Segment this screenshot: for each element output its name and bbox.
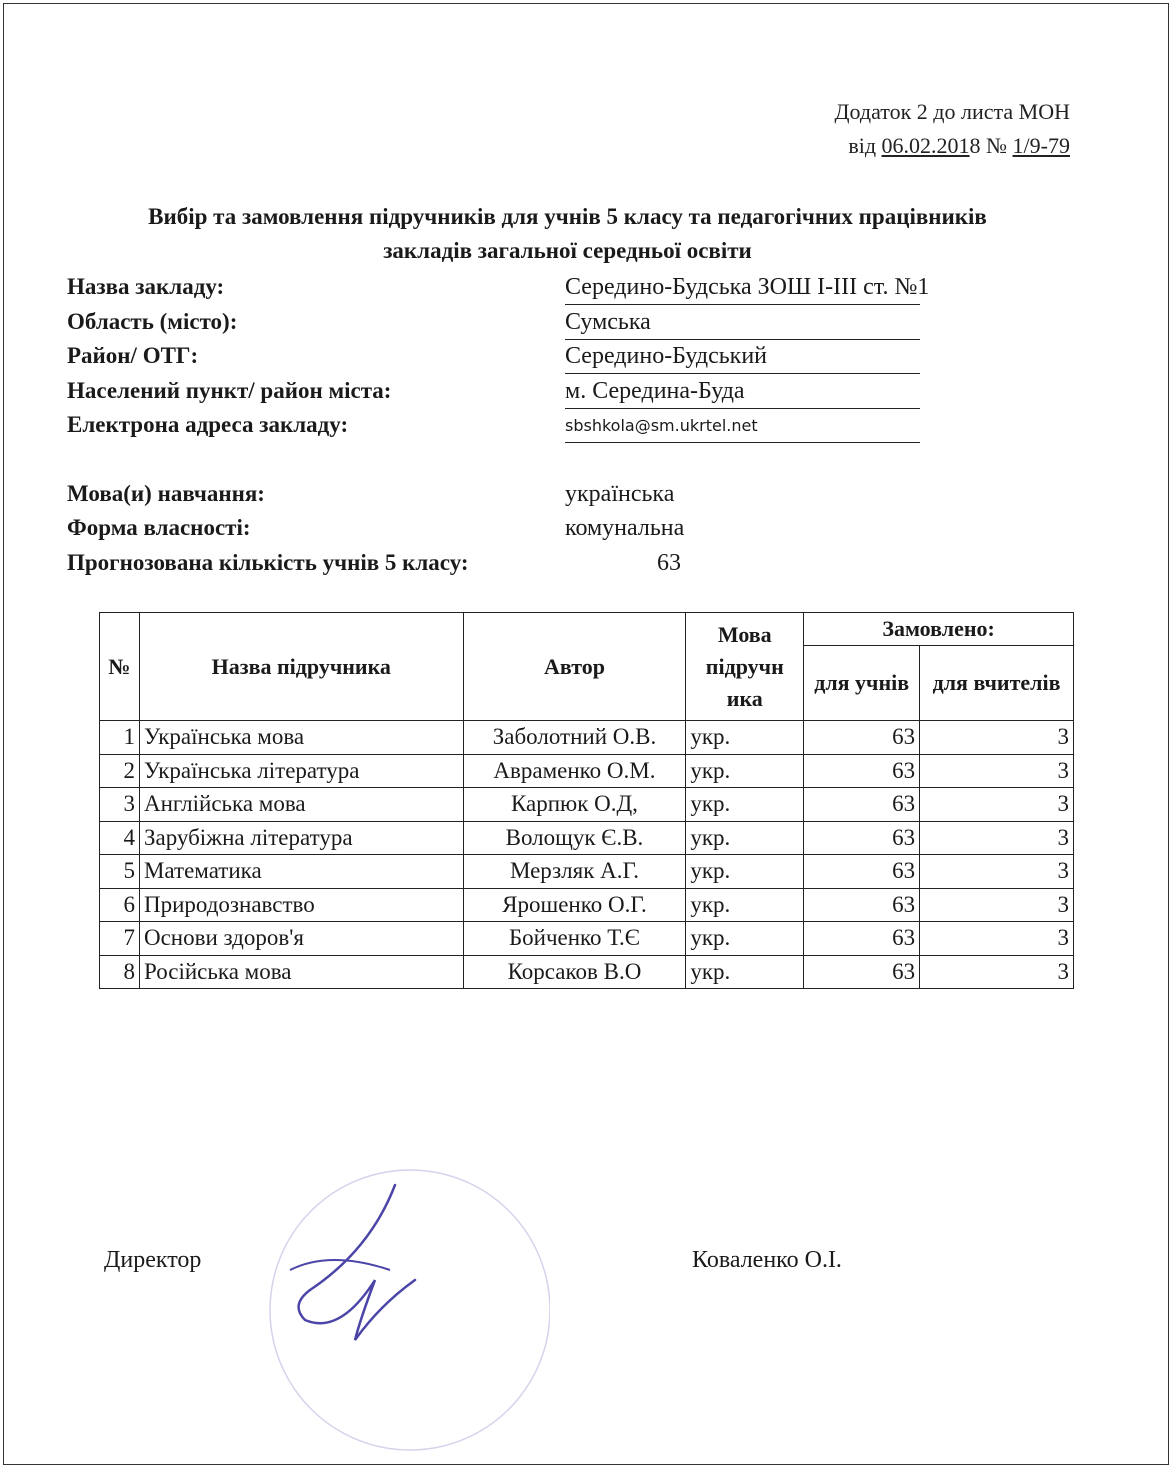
textbook-table [99, 612, 1074, 989]
stamp-circle [270, 1170, 550, 1450]
textbook-name: Російська мова [139, 955, 463, 989]
textbook-language: укр. [686, 955, 804, 989]
spacer [67, 443, 927, 477]
header-ordered: Замовлено: [804, 613, 1074, 646]
info-label: Область (місто): [67, 308, 238, 334]
students-count: 63 [804, 855, 920, 889]
textbook-name: Українська мова [139, 721, 463, 755]
info-value: Середино-Будська ЗОШ І-ІІІ ст. №1 [565, 270, 920, 305]
title-line2: закладів загальної середньої освіти [383, 238, 752, 263]
detail-label: Мова(и) навчання: [67, 480, 265, 506]
students-count: 63 [804, 721, 920, 755]
info-row [67, 270, 930, 305]
row-number: 6 [100, 888, 140, 922]
header-name: Назва підручника [139, 613, 463, 721]
teachers-count: 3 [920, 754, 1074, 788]
teachers-count: 3 [920, 788, 1074, 822]
school-info [67, 270, 930, 580]
row-number: 3 [100, 788, 140, 822]
detail-row [67, 477, 927, 512]
row-number: 7 [100, 922, 140, 956]
table-row [100, 721, 1074, 755]
table-row [100, 888, 1074, 922]
email-value: sbshkola@sm.ukrtel.net [565, 408, 920, 443]
annex-date: 06.02.201 [881, 133, 970, 158]
detail-label: Прогнозована кількість учнів 5 класу: [67, 549, 469, 575]
info-label: Електрона адреса закладу: [67, 412, 349, 437]
teachers-count: 3 [920, 855, 1074, 889]
table-row [100, 922, 1074, 956]
row-number: 4 [100, 821, 140, 855]
textbook-author: Мерзляк А.Г. [463, 855, 686, 889]
row-number: 5 [100, 855, 140, 889]
header-num: № [100, 613, 140, 721]
table-row [100, 955, 1074, 989]
detail-value: комунальна [565, 515, 685, 541]
info-value: м. Середина-Буда [565, 374, 920, 409]
table-row [100, 821, 1074, 855]
detail-value: українська [565, 480, 675, 507]
table-row [100, 788, 1074, 822]
textbook-author: Волощук Є.В. [463, 821, 686, 855]
header-teachers: для вчителів [920, 646, 1074, 721]
row-number: 2 [100, 754, 140, 788]
info-label: Назва закладу: [67, 274, 225, 299]
textbook-language: укр. [686, 922, 804, 956]
teachers-count: 3 [920, 721, 1074, 755]
annex-line1: Додаток 2 до листа МОН [834, 99, 1070, 124]
textbook-name: Математика [139, 855, 463, 889]
header-author: Автор [463, 613, 686, 721]
textbook-language: укр. [686, 788, 804, 822]
teachers-count: 3 [920, 955, 1074, 989]
table-row [100, 855, 1074, 889]
textbook-language: укр. [686, 721, 804, 755]
annex-no-sign: № [986, 133, 1008, 158]
annex-line2 [835, 129, 1070, 163]
signature-name: Коваленко О.І. [692, 1247, 842, 1273]
textbook-author: Корсаков В.О [463, 955, 686, 989]
annex-date-end: 8 [969, 133, 981, 158]
textbook-language: укр. [686, 821, 804, 855]
textbook-name: Зарубіжна література [139, 821, 463, 855]
textbook-language: укр. [686, 888, 804, 922]
students-count: 63 [804, 788, 920, 822]
stamp-and-signature [250, 1160, 550, 1460]
document-title [60, 200, 1075, 268]
textbook-author: Ярошенко О.Г. [463, 888, 686, 922]
header-students: для учнів [804, 646, 920, 721]
detail-row [67, 546, 927, 581]
detail-row [67, 511, 927, 546]
textbook-author: Карпюк О.Д, [463, 788, 686, 822]
info-row [67, 374, 927, 409]
teachers-count: 3 [920, 821, 1074, 855]
textbook-name: Основи здоров'я [139, 922, 463, 956]
students-count: 63 [804, 754, 920, 788]
detail-label: Форма власності: [67, 515, 251, 540]
info-value: Сумська [565, 305, 920, 340]
row-number: 1 [100, 721, 140, 755]
textbook-author: Авраменко О.М. [463, 754, 686, 788]
annex-prefix: від [848, 133, 877, 158]
student-count: 63 [657, 549, 681, 576]
header-language: Мова підручн ика [686, 613, 804, 721]
annex-number: 1/9-79 [1012, 133, 1070, 158]
textbook-language: укр. [686, 855, 804, 889]
info-value: Середино-Будський [565, 339, 920, 374]
textbook-name: Англійська мова [139, 788, 463, 822]
textbook-author: Бойченко Т.Є [463, 922, 686, 956]
textbook-author: Заболотний О.В. [463, 721, 686, 755]
signature-position: Директор [104, 1247, 202, 1273]
info-label: Населений пункт/ район міста: [67, 377, 392, 403]
teachers-count: 3 [920, 922, 1074, 956]
info-row [67, 408, 927, 443]
annex-note [835, 95, 1070, 163]
students-count: 63 [804, 888, 920, 922]
textbook-language: укр. [686, 754, 804, 788]
students-count: 63 [804, 955, 920, 989]
row-number: 8 [100, 955, 140, 989]
teachers-count: 3 [920, 888, 1074, 922]
students-count: 63 [804, 922, 920, 956]
textbook-name: Природознавство [139, 888, 463, 922]
students-count: 63 [804, 821, 920, 855]
info-label: Район/ ОТГ: [67, 343, 199, 368]
textbook-name: Українська література [139, 754, 463, 788]
table-row [100, 754, 1074, 788]
info-row [67, 339, 927, 374]
info-row [67, 305, 927, 340]
title-line1: Вибір та замовлення підручників для учнів 5 класу та педагогічних працівників [148, 204, 987, 229]
